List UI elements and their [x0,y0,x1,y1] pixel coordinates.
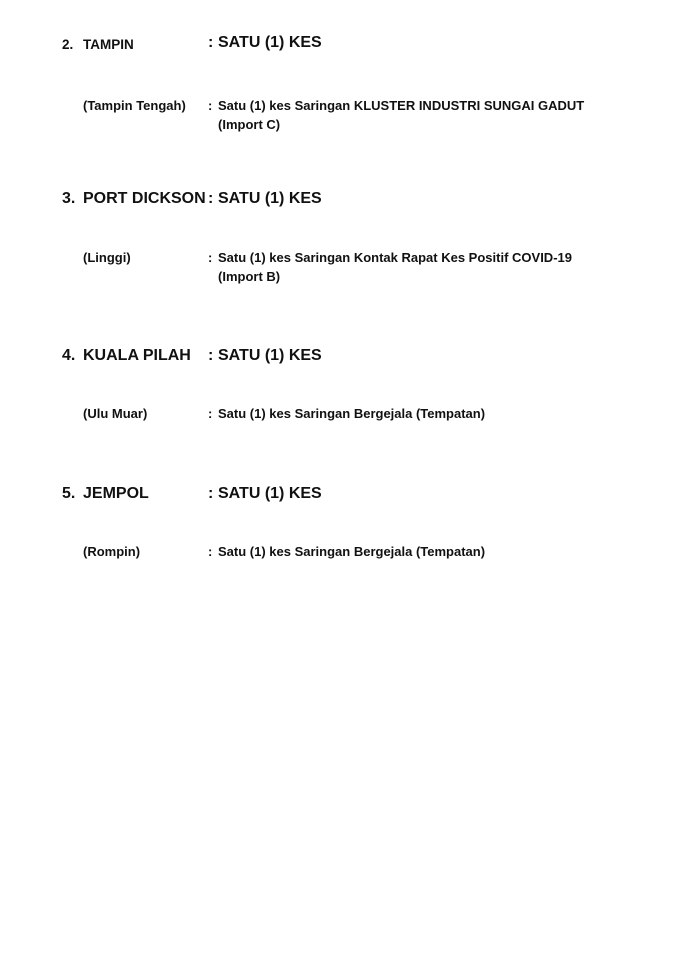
subdistrict-colon: : [208,544,213,559]
district-case-count: SATU (1) KES [218,190,322,207]
district-colon: : [208,347,214,364]
case-description [218,542,638,561]
district-case-count: SATU (1) KES [218,34,322,51]
case-description [218,404,638,423]
case-description [218,96,638,134]
subdistrict-name: (Linggi) [83,250,131,265]
case-description-line-1: Satu (1) kes Saringan KLUSTER INDUSTRI SUNGAI GADUT [218,98,585,113]
district-number: 3. [62,190,76,207]
case-description-line-2: (Import B) [218,269,281,284]
district-colon: : [208,190,214,207]
case-description-line-1: Satu (1) kes Saringan Bergejala (Tempatan) [218,406,486,421]
case-description-line-2: (Import C) [218,117,281,132]
subdistrict-colon: : [208,250,213,265]
subdistrict-name: (Ulu Muar) [83,406,148,421]
district-name: TAMPIN [83,37,134,52]
district-number: 5. [62,485,76,502]
subdistrict-name: (Rompin) [83,544,141,559]
subdistrict-name: (Tampin Tengah) [83,98,186,113]
district-colon: : [208,485,214,502]
district-number: 4. [62,347,76,364]
district-name: KUALA PILAH [83,347,191,364]
district-number: 2. [62,37,74,52]
district-name: PORT DICKSON [83,190,206,207]
district-case-count: SATU (1) KES [218,485,322,502]
district-name: JEMPOL [83,485,149,502]
subdistrict-colon: : [208,406,213,421]
case-description-line-1: Satu (1) kes Saringan Kontak Rapat Kes Positif COVID-19 [218,250,572,265]
case-description [218,248,638,286]
district-case-count: SATU (1) KES [218,347,322,364]
case-description-line-1: Satu (1) kes Saringan Bergejala (Tempatan) [218,544,486,559]
district-colon: : [208,34,214,51]
subdistrict-colon: : [208,98,213,113]
